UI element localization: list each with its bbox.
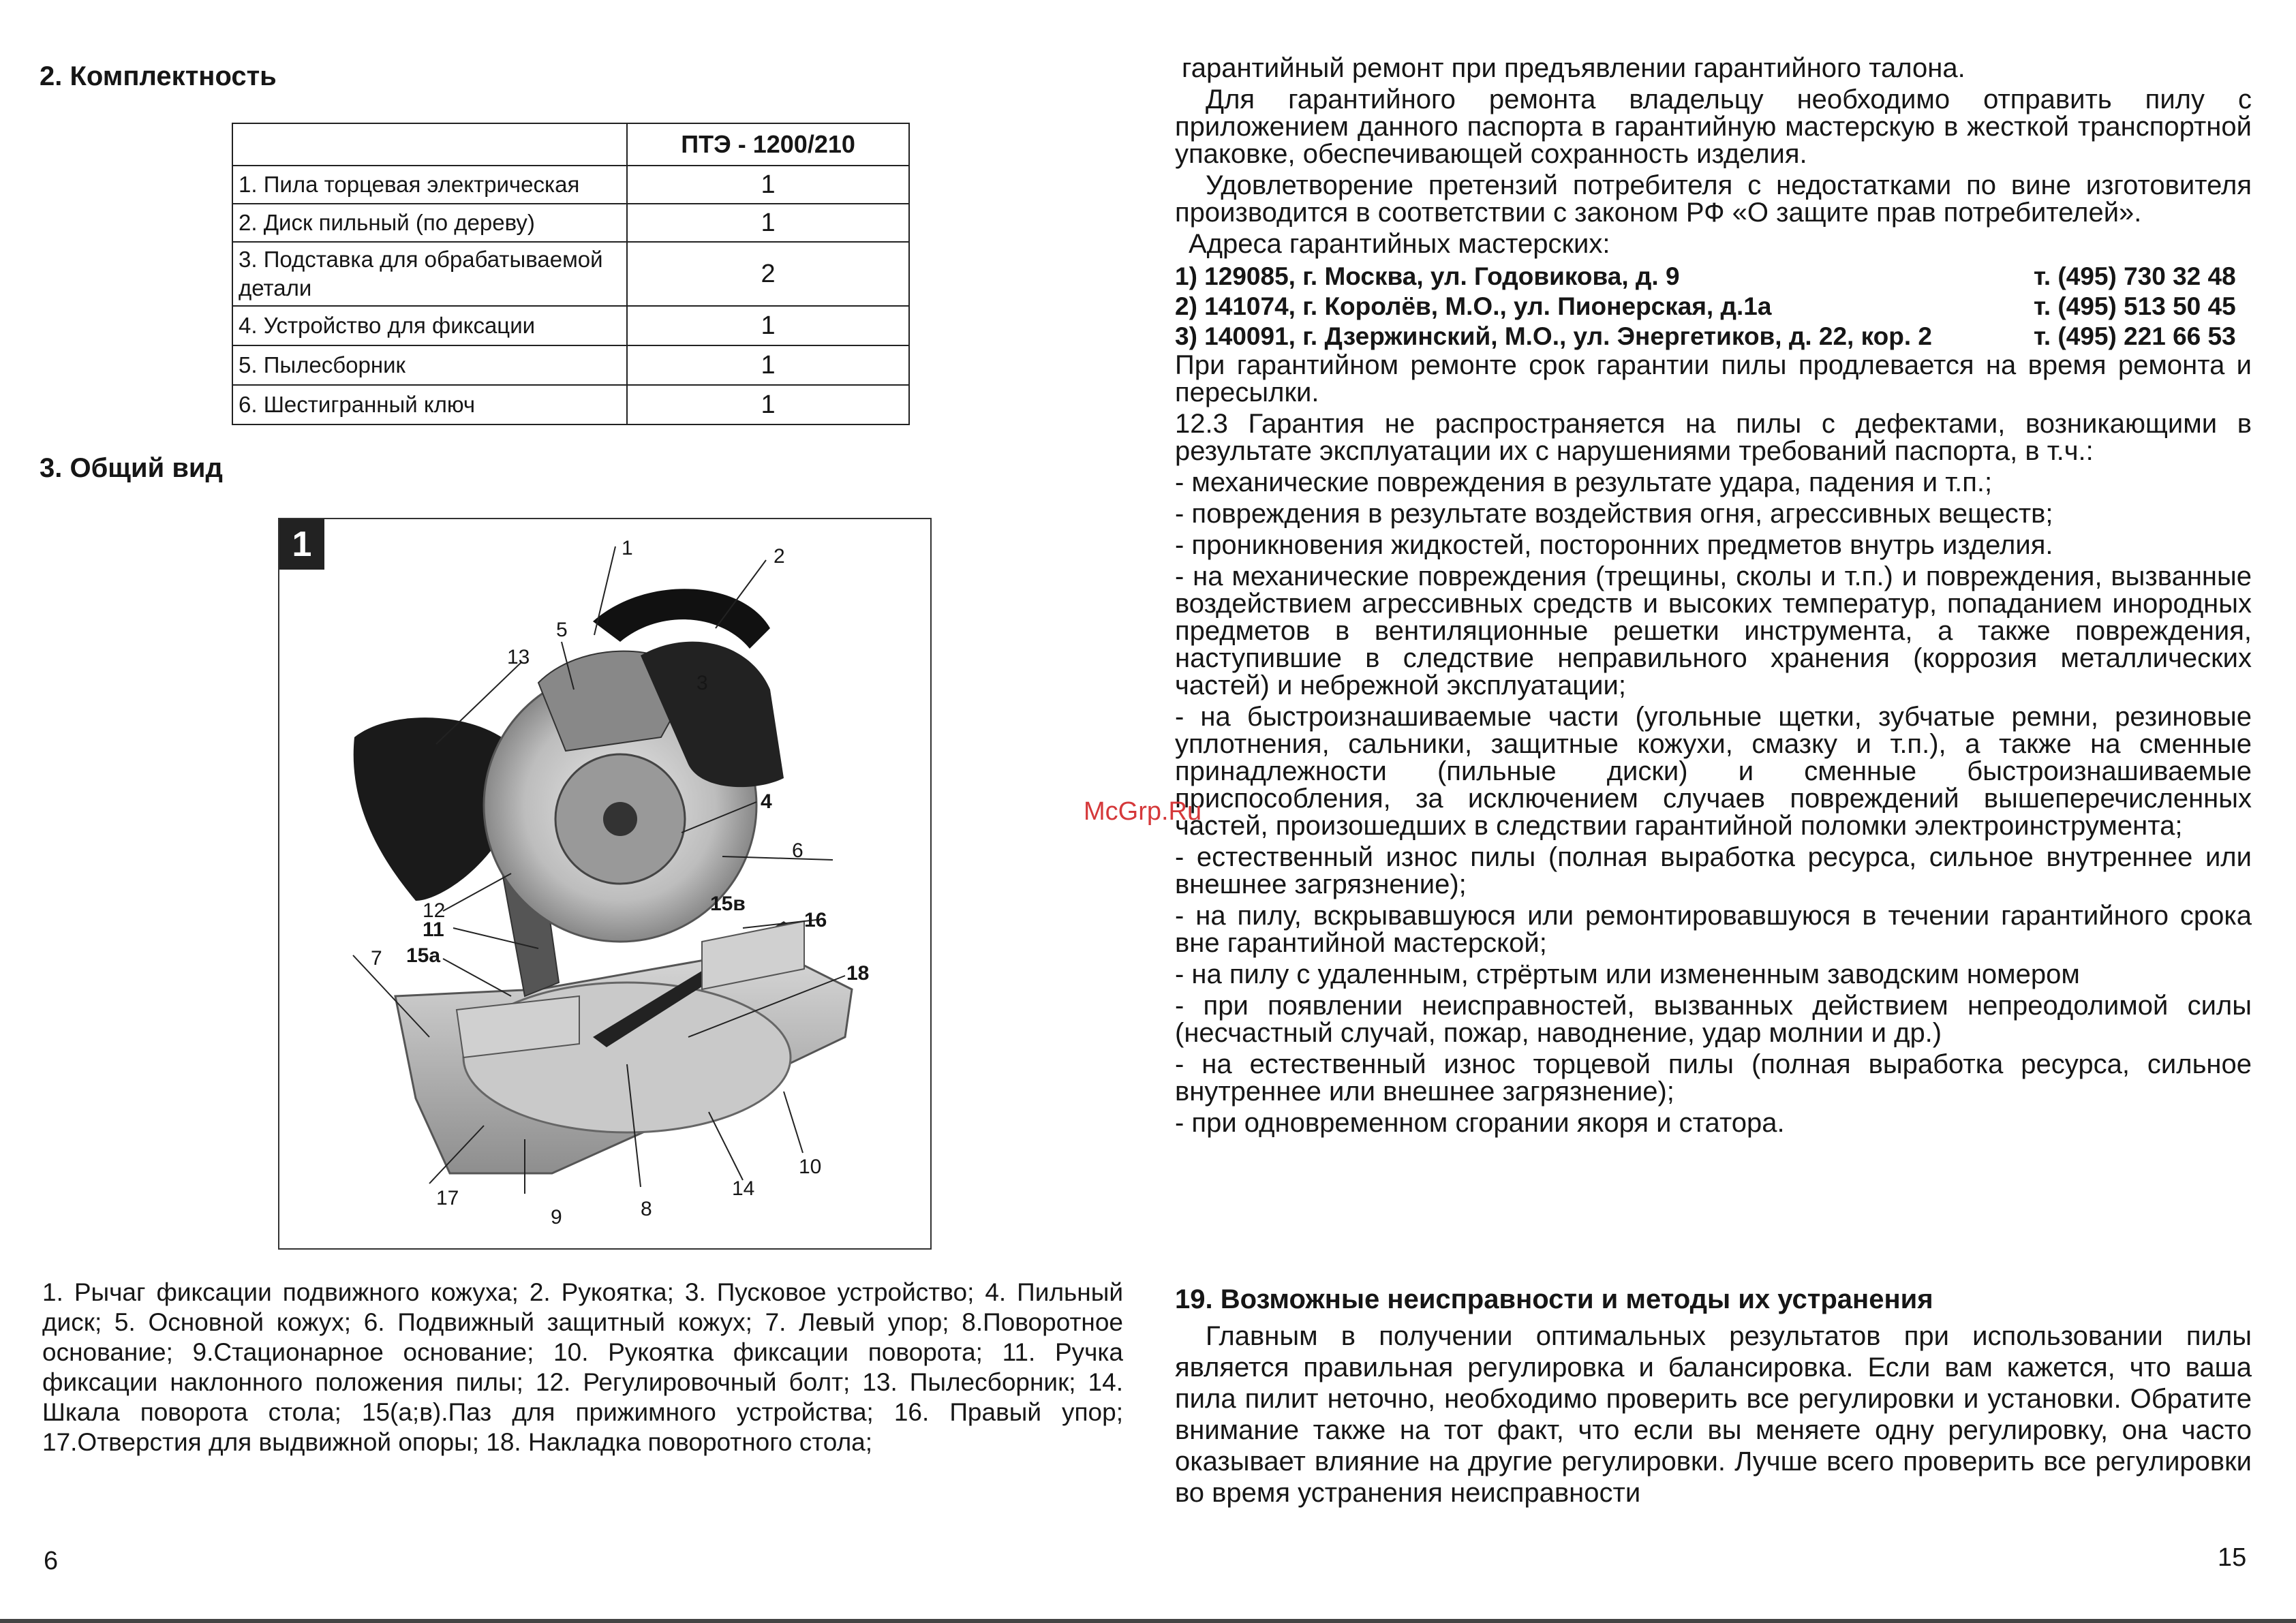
page-number-right: 15	[2218, 1543, 2247, 1572]
list-item: - при появлении неисправностей, вызванных действием непреодолимой силы (несчастный случай, пожар, наводнение, удар молнии и др.)	[1175, 991, 2252, 1048]
table-row	[232, 166, 909, 204]
kit-table	[232, 123, 910, 425]
list-item: - на пилу, вскрывавшуюся или ремонтировавшуюся в течении гарантийного срока вне гарантийной мастерской;	[1175, 901, 2252, 958]
callout-8: 8	[641, 1198, 652, 1220]
callout-2: 2	[774, 545, 785, 568]
miter-saw-illustration	[279, 519, 930, 1248]
table-row	[232, 204, 909, 242]
paragraph: 12.3 Гарантия не распространяется на пилы с дефектами, возникающими в результате эксплуатации их с нарушениями требований паспорта, в т.ч.:	[1175, 409, 2252, 466]
callout-7: 7	[371, 947, 382, 970]
section-19-body	[1175, 1320, 2252, 1513]
table-cell-label: 3. Подставка для обрабатываемой детали	[232, 242, 627, 306]
section-3-title: 3. Общий вид	[40, 453, 223, 483]
address: 2) 141074, г. Королёв, М.О., ул. Пионерская, д.1а	[1175, 292, 1772, 320]
address-row	[1175, 322, 2252, 352]
callout-11: 11	[423, 918, 444, 941]
list-item: - механические повреждения в результате удара, падения и т.п.;	[1175, 467, 1993, 497]
table-row	[232, 385, 909, 424]
table-row	[232, 242, 909, 306]
callout-10: 10	[799, 1156, 822, 1178]
list-item: - на быстроизнашиваемые части (угольные щетки, зубчатые ремни, резиновые уплотнения, сальники, защитные кожухи, смазку и т.п.), а также на сменные принадлежности (пильные диски) и сменные быстроизнашиваемые приспособления, за исключением случаев повреждений вышеперечисленных частей, произошедших в следствии гарантийной поломки электроинструмента;	[1175, 702, 2252, 841]
address-row	[1175, 292, 2252, 322]
page-number-left: 6	[44, 1547, 59, 1575]
bottom-divider	[0, 1619, 2296, 1623]
callout-9: 9	[551, 1206, 562, 1228]
list-item: - при одновременном сгорании якоря и статора.	[1175, 1108, 1785, 1138]
addresses-heading: Адреса гарантийных мастерских:	[1189, 229, 1610, 259]
table-header-row	[232, 123, 909, 166]
table-cell-label: 6. Шестигранный ключ	[232, 385, 627, 424]
paragraph: Для гарантийного ремонта владельцу необходимо отправить пилу с приложением данного паспорта в гарантийную мастерскую в жесткой транспортной упаковке, обеспечивающей сохранность изделия.	[1175, 84, 2252, 169]
table-cell-qty: 1	[627, 385, 909, 424]
table-cell-label: 2. Диск пильный (по дереву)	[232, 204, 627, 242]
callout-12: 12	[423, 899, 446, 922]
callout-15b: 15в	[710, 893, 746, 915]
table-header-model: ПТЭ - 1200/210	[627, 123, 909, 166]
callout-16: 16	[804, 909, 827, 931]
callout-13: 13	[507, 646, 530, 668]
address: 3) 140091, г. Дзержинский, М.О., ул. Энергетиков, д. 22, кор. 2	[1175, 322, 1932, 350]
paragraph: гарантийный ремонт при предъявлении гарантийного талона.	[1182, 53, 1965, 83]
list-item: - проникновения жидкостей, посторонних предметов внутрь изделия.	[1175, 530, 2053, 560]
callout-15a: 15а	[406, 944, 441, 967]
table-header-empty	[232, 123, 627, 166]
table-cell-label: 4. Устройство для фиксации	[232, 306, 627, 345]
table-cell-qty: 2	[627, 242, 909, 306]
watermark: McGrp.Ru	[1084, 797, 1202, 826]
callout-3: 3	[697, 672, 708, 694]
callout-14: 14	[732, 1177, 755, 1200]
right-page	[1148, 0, 2296, 1623]
phone: т. (495) 730 32 48	[2034, 262, 2236, 290]
callout-18: 18	[846, 962, 870, 985]
table-cell-qty: 1	[627, 306, 909, 345]
warranty-text	[1175, 55, 2252, 1141]
callout-6: 6	[792, 839, 803, 862]
figure-caption: 1. Рычаг фиксации подвижного кожуха; 2. Рукоятка; 3. Пусковое устройство; 4. Пильный диск; 5. Основной кожух; 6. Подвижный защитный кожух; 7. Левый упор; 8.Поворотное основание; 9.Стационарное основание; 10. Рукоятка фиксации поворота; 11. Ручка фиксации наклонного положения пилы; 12. Регулировочный болт; 13. Пылесборник; 14. Шкала поворота стола; 15(а;в).Паз для прижимного устройства; 16. Правый упор; 17.Отверстия для выдвижной опоры; 18. Накладка поворотного стола;	[42, 1278, 1123, 1456]
callout-5: 5	[556, 619, 568, 641]
figure-number: 1	[279, 519, 324, 570]
table-cell-qty: 1	[627, 166, 909, 204]
address-row	[1175, 262, 2252, 292]
saw-figure	[278, 518, 932, 1250]
section-2-title: 2. Комплектность	[40, 61, 277, 91]
table-row	[232, 306, 909, 345]
table-row	[232, 345, 909, 385]
list-item: - естественный износ пилы (полная выработка ресурса, сильное внутреннее или внешнее загрязнение);	[1175, 842, 2252, 899]
list-item: - на пилу с удаленным, стрёртым или измененным заводским номером	[1175, 959, 2080, 989]
phone: т. (495) 513 50 45	[2034, 292, 2236, 320]
table-cell-qty: 1	[627, 204, 909, 242]
callout-1: 1	[622, 537, 633, 559]
list-item: - на механические повреждения (трещины, сколы и т.п.) и повреждения, вызванные воздействием агрессивных средств и высоких температур, попаданием инородных предметов в вентиляционные решетки инструмента, а также повреждения, наступившие в следствие неправильного хранения (коррозия металлических частей) и небрежной эксплуатации;	[1175, 561, 2252, 700]
callout-4: 4	[761, 790, 772, 813]
table-cell-label: 1. Пила торцевая электрическая	[232, 166, 627, 204]
table-cell-label: 5. Пылесборник	[232, 345, 627, 385]
list-item: - повреждения в результате воздействия огня, агрессивных веществ;	[1175, 499, 2053, 529]
paragraph: При гарантийном ремонте срок гарантии пилы продлевается на время ремонта и пересылки.	[1175, 350, 2252, 407]
section-19-title: 19. Возможные неисправности и методы их устранения	[1175, 1284, 1933, 1314]
paragraph: Главным в получении оптимальных результатов при использовании пилы является правильная регулировка и балансировка. Если вам кажется, что ваша пила пилит неточно, необходимо проверить все регулировки и установки. Обратите внимание также на тот факт, что если вы меняете одну регулировку, она часто оказывает влияние на другие регулировки. Лучше всего проверить все регулировки во время устранения неисправности	[1175, 1321, 2252, 1508]
list-item: - на естественный износ торцевой пилы (полная выработка ресурса, сильное внутреннее или внешнее загрязнение);	[1175, 1049, 2252, 1107]
phone: т. (495) 221 66 53	[2034, 322, 2236, 350]
callout-17: 17	[436, 1187, 459, 1209]
paragraph: Удовлетворение претензий потребителя с недостатками по вине изготовителя производится в соответствии с законом РФ «О защите прав потребителей».	[1175, 170, 2252, 228]
address: 1) 129085, г. Москва, ул. Годовикова, д. 9	[1175, 262, 1680, 290]
table-cell-qty: 1	[627, 345, 909, 385]
